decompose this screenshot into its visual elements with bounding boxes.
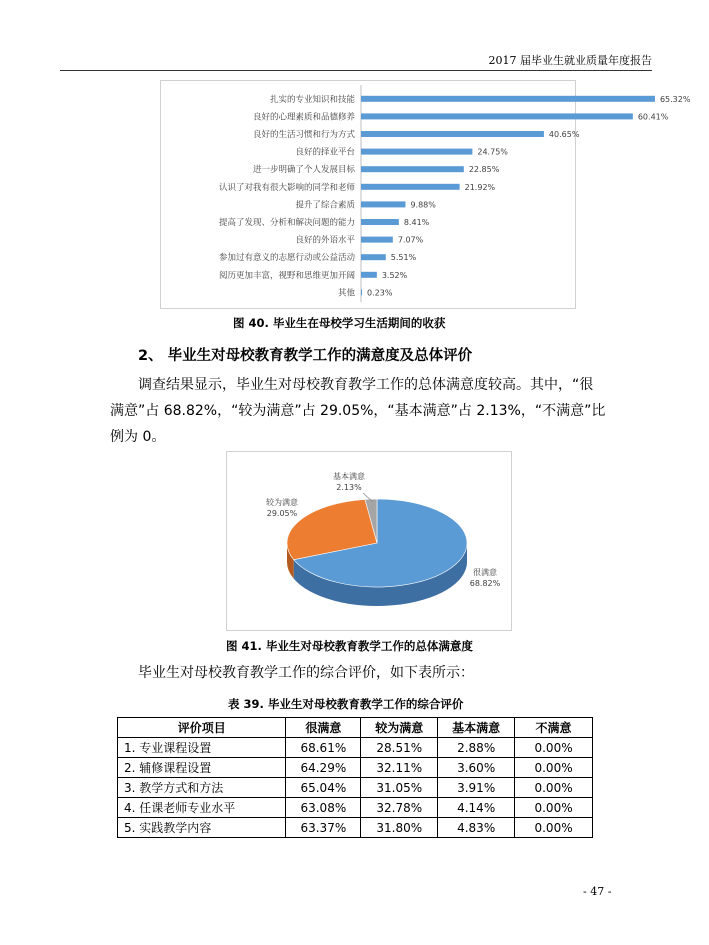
bar-category-label: 提升了综合素质 <box>295 200 355 211</box>
bar-value-label: 21.92% <box>464 182 496 192</box>
bar-category-label: 提高了发现、分析和解决问题的能力 <box>218 218 355 228</box>
bar-value-label: 9.88% <box>410 200 436 210</box>
header-cell-fairly-satisfied: 较为满意 <box>361 718 438 738</box>
table-cell: 31.05% <box>361 778 438 798</box>
table-row <box>118 798 593 818</box>
bar <box>361 96 655 102</box>
bar-category-label: 认识了对我有很大影响的同学和老师 <box>218 182 355 193</box>
table-cell: 3. 教学方式和方法 <box>118 778 286 798</box>
pie-value-label: 68.82% <box>469 579 501 588</box>
table-cell: 5. 实践教学内容 <box>118 818 286 838</box>
bar-chart-svg <box>161 81 691 308</box>
paragraph-line-2: 满意”占 68.82%，“较为满意”占 29.05%，“基本满意”占 2.13%，“不满意”比 <box>110 403 606 419</box>
figure-41-caption: 图 41. 毕业生对母校教育教学工作的总体满意度 <box>226 639 473 653</box>
bar <box>361 272 377 278</box>
table-cell: 4. 任课老师专业水平 <box>118 798 286 818</box>
bar-category-label: 进一步明确了个人发展目标 <box>252 165 355 176</box>
bar-category-label: 良好的择业平台 <box>295 147 355 158</box>
table-cell: 4.14% <box>438 798 515 818</box>
bar-value-label: 40.65% <box>548 130 580 139</box>
table-cell: 0.00% <box>515 818 593 838</box>
pie-category-label: 很满意 <box>473 568 497 577</box>
table-cell: 65.04% <box>286 778 361 798</box>
pie-category-label: 较为满意 <box>266 498 298 507</box>
table-intro-line: 毕业生对母校教育教学工作的综合评价，如下表所示： <box>138 665 474 681</box>
bar <box>361 237 393 243</box>
header-cell-very-satisfied: 很满意 <box>286 718 361 738</box>
bar-value-label: 0.23% <box>367 288 393 298</box>
pie-category-label: 基本满意 <box>333 472 365 481</box>
page-header <box>60 50 652 71</box>
table-cell: 32.11% <box>361 758 438 778</box>
figure-40-bar-chart <box>160 80 691 309</box>
table-cell: 1. 专业课程设置 <box>118 738 286 758</box>
table-cell: 4.83% <box>438 818 515 838</box>
figure-41-pie-chart <box>226 451 512 631</box>
bar <box>361 149 472 155</box>
bar <box>361 201 405 207</box>
table-row <box>118 758 593 778</box>
bar <box>361 166 464 172</box>
bar <box>361 113 633 119</box>
bar <box>361 289 362 295</box>
table-cell: 3.60% <box>438 758 515 778</box>
table-cell: 0.00% <box>515 738 593 758</box>
bar-category-label: 良好的外语水平 <box>295 235 355 246</box>
table-cell: 64.29% <box>286 758 361 778</box>
bar-category-label: 良好的生活习惯和行为方式 <box>252 130 355 140</box>
bar-value-label: 22.85% <box>468 165 500 175</box>
table-39-caption: 表 39. 毕业生对母校教育教学工作的综合评价 <box>228 697 464 711</box>
pie-value-label: 29.05% <box>266 509 298 518</box>
pie-value-label: 2.13% <box>336 483 362 492</box>
table-cell: 0.00% <box>515 778 593 798</box>
header-cell-dissatisfied: 不满意 <box>515 718 593 738</box>
bar <box>361 184 460 190</box>
header-cell-item: 评价项目 <box>118 718 286 738</box>
bar-value-label: 3.52% <box>381 270 408 280</box>
table-cell: 63.37% <box>286 818 361 838</box>
bar-category-label: 阅历更加丰富，视野和思维更加开阔 <box>218 270 355 281</box>
bar-value-label: 5.51% <box>390 253 417 263</box>
pie-chart-svg <box>227 452 511 630</box>
section-heading: 2、 毕业生对母校教育教学工作的满意度及总体评价 <box>138 348 473 364</box>
paragraph-line-1: 调查结果显示，毕业生对母校教育教学工作的总体满意度较高。其中，“很 <box>138 377 594 393</box>
table-cell: 63.08% <box>286 798 361 818</box>
bar-category-label: 扎实的专业知识和技能 <box>269 94 355 105</box>
table-cell: 3.91% <box>438 778 515 798</box>
header-title: 2017 届毕业生就业质量年度报告 <box>488 54 652 67</box>
bar-category-label: 参加过有意义的志愿行动或公益活动 <box>218 253 355 264</box>
paragraph-line-3: 例为 0。 <box>110 429 166 445</box>
table-cell: 2. 辅修课程设置 <box>118 758 286 778</box>
bar-category-label: 其他 <box>337 288 355 299</box>
header-cell-basically-satisfied: 基本满意 <box>438 718 515 738</box>
evaluation-table <box>117 717 593 838</box>
bar-category-label: 良好的心理素质和品德修养 <box>252 112 355 123</box>
bar <box>361 131 544 137</box>
bar-value-label: 24.75% <box>477 147 508 157</box>
bar-value-label: 60.41% <box>637 112 669 122</box>
bar-value-label: 65.32% <box>659 94 691 104</box>
table-row <box>118 818 593 838</box>
table-cell: 68.61% <box>286 738 361 758</box>
bar-value-label: 8.41% <box>403 218 430 227</box>
table-cell: 31.80% <box>361 818 438 838</box>
table-cell: 32.78% <box>361 798 438 818</box>
table-row <box>118 778 593 798</box>
page-number: - 47 - <box>583 885 612 898</box>
table-cell: 0.00% <box>515 798 593 818</box>
table-header-row <box>118 718 593 738</box>
bar-value-label: 7.07% <box>397 235 424 245</box>
bar <box>361 254 386 260</box>
bar <box>361 219 399 225</box>
table-row <box>118 738 593 758</box>
figure-40-caption: 图 40. 毕业生在母校学习生活期间的收获 <box>233 316 446 330</box>
table-cell: 28.51% <box>361 738 438 758</box>
table-cell: 0.00% <box>515 758 593 778</box>
table-cell: 2.88% <box>438 738 515 758</box>
